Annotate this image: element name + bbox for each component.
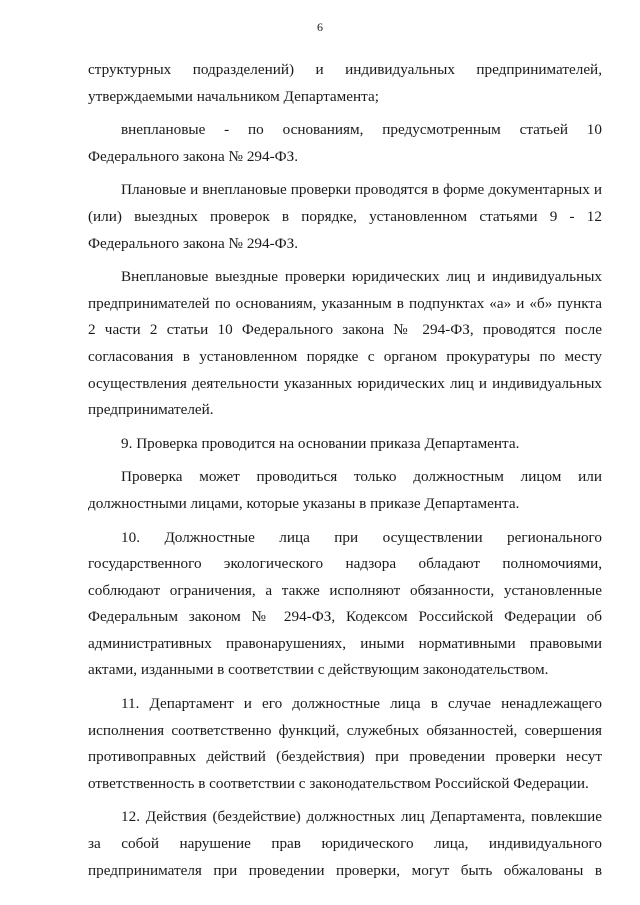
paragraph-inspection-forms: Плановые и внеплановые проверки проводятся в форме документарных и (или) выездных проверок в порядке, установленном статьями 9 - 12 Федерального закона № 294-ФЗ. [88, 181, 602, 252]
page-number: 6 [317, 20, 323, 34]
paragraph-continuation: структурных подразделений) и индивидуальных предпринимателей, утверждаемыми начальником Департамента; [88, 61, 602, 105]
paragraph-item-10: 10. Должностные лица при осуществлении регионального государственного экологического надзора обладают полномочиями, соблюдают ограничения, а также исполняют обязанности, установленные Федеральным законом № 294-ФЗ, Кодексом Российской Федерации об административных правонарушениях, иными нормативными правовыми актами, изданными в соответствии с действующим законодательством. [88, 528, 602, 679]
paragraph-onsite-inspections: Внеплановые выездные проверки юридических лиц и индивидуальных предпринимателей по основаниям, указанным в подпунктах «а» и «б» пункта 2 части 2 статьи 10 Федерального закона № 294-ФЗ, проводятся после согласования в установленном порядке с органом прокуратуры по месту осуществления деятельности указанных юридических лиц и индивидуальных предпринимателей. [88, 268, 602, 419]
paragraph-item-12: 12. Действия (бездействие) должностных лиц Департамента, повлекшие за собой нарушение прав юридического лица, индивидуального предпринимателя при проведении проверки, могут быть обжалованы в [88, 808, 602, 879]
paragraph-inspection-officials: Проверка может проводиться только должностным лицом или должностными лицами, которые указаны в приказе Департамента. [88, 468, 602, 512]
document-body [88, 57, 602, 884]
paragraph-item-9: 9. Проверка проводится на основании приказа Департамента. [121, 434, 520, 452]
paragraph-item-11: 11. Департамент и его должностные лица в случае ненадлежащего исполнения соответственно функций, служебных обязанностей, совершения противоправных действий (бездействия) при проведении проверки несут ответственность в соответствии с законодательством Российской Федерации. [88, 695, 602, 792]
paragraph-unscheduled-inspections: внеплановые - по основаниям, предусмотренным статьей 10 Федерального закона № 294-ФЗ. [88, 121, 602, 165]
